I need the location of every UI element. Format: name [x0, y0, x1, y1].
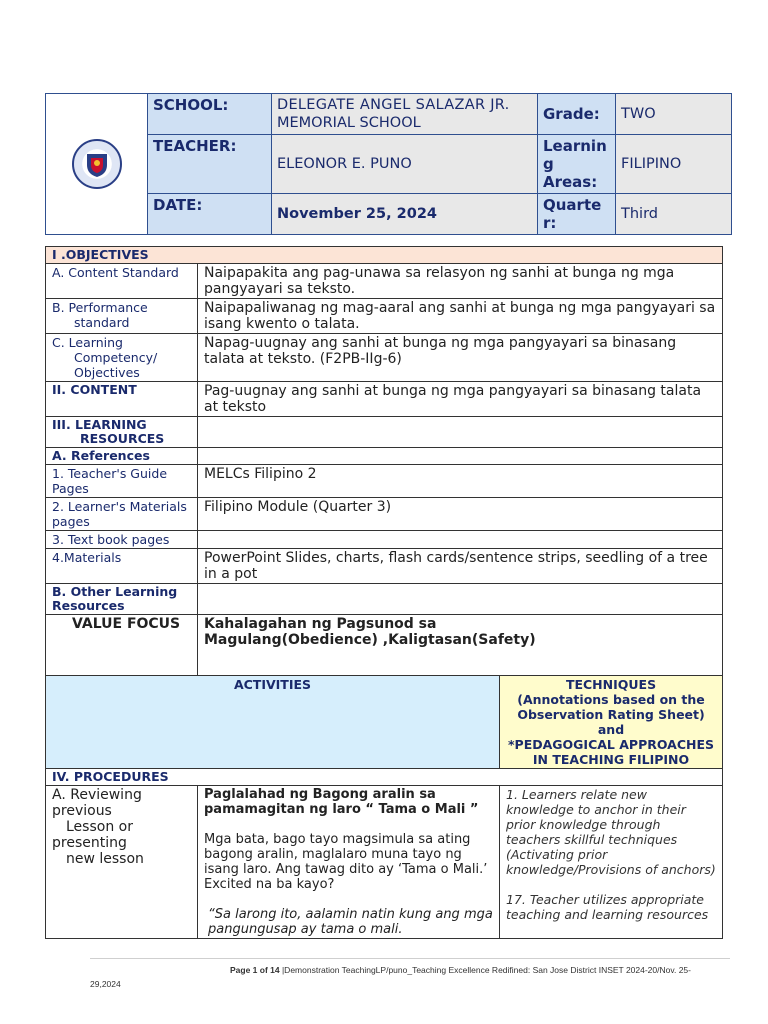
learning-areas-value: FILIPINO: [616, 135, 732, 194]
other-resources-label: B. Other Learning Resources: [46, 584, 198, 615]
techniques-header: [500, 676, 723, 769]
materials-value: PowerPoint Slides, charts, flash cards/sentence strips, seedling of a tree in a pot: [198, 549, 723, 584]
learners-materials-label: 2. Learner's Materials pages: [46, 498, 198, 531]
reviewing-lesson-label-line2: previous: [52, 803, 112, 819]
date-value: November 25, 2024: [272, 194, 538, 235]
page-footer: [90, 963, 730, 991]
deped-seal-logo: [72, 139, 122, 189]
quarter-label-line1: Quarte: [543, 196, 602, 214]
performance-standard-label: [46, 299, 198, 334]
activity-paragraph: Mga bata, bago tayo magsimula sa ating bagong aralin, maglalaro muna tayo ng isang laro. Ang tawag dito ay ‘Tama o Mali.’ Excited na ba kayo?: [204, 832, 488, 892]
school-value-line1: DELEGATE ANGEL SALAZAR JR.: [277, 97, 510, 113]
technique-item-1: 1. Learners relate new knowledge to anchor in their prior knowledge through teachers skillful techniques (Activating prior knowledge/Provisions of anchors): [506, 787, 716, 877]
learning-competency-label-line2: Competency/: [74, 350, 158, 365]
objectives-heading: I .OBJECTIVES: [46, 247, 723, 264]
references-empty: [198, 448, 723, 465]
activity-title-line1: Paglalahad ng Bagong aralin sa: [204, 787, 436, 802]
learning-areas-label-line2: g: [543, 155, 554, 173]
procedures-heading: IV. PROCEDURES: [46, 769, 723, 786]
learning-resources-empty: [198, 417, 723, 448]
textbook-pages-label: 3. Text book pages: [46, 531, 198, 549]
learning-resources-label-line2: RESOURCES: [80, 431, 165, 446]
reviewing-lesson-label: [46, 786, 198, 939]
techniques-header-line5: *PEDAGOGICAL APPROACHES: [508, 737, 715, 752]
quarter-label-line2: r:: [543, 214, 557, 232]
reviewing-lesson-label-line5: new lesson: [66, 851, 144, 867]
deped-logo-cell: [46, 94, 148, 235]
textbook-pages-value: [198, 531, 723, 549]
performance-standard-text: Naipapaliwanag ng mag-aaral ang sanhi at bunga ng mga pangyayari sa isang kwento o talata.: [198, 299, 723, 334]
techniques-header-line3: Observation Rating Sheet): [517, 707, 705, 722]
techniques-header-line4: and: [597, 722, 625, 737]
footer-divider: [90, 958, 730, 959]
reviewing-lesson-label-line4: presenting: [52, 835, 127, 851]
technique-item-17: 17. Teacher utilizes appropriate teaching and learning resources: [506, 892, 709, 922]
activity-title-line2: pamamagitan ng laro “ Tama o Mali ”: [204, 802, 479, 817]
content-standard-label: A. Content Standard: [46, 264, 198, 299]
quarter-label: [538, 194, 616, 235]
teacher-label: TEACHER:: [148, 135, 272, 194]
teachers-guide-value: MELCs Filipino 2: [198, 465, 723, 498]
value-focus-text-line1: Kahalagahan ng Pagsunod sa: [204, 616, 437, 632]
content-text: Pag-uugnay ang sanhi at bunga ng mga pangyayari sa binasang talata at teksto: [198, 382, 723, 417]
materials-label: 4.Materials: [46, 549, 198, 584]
value-focus-text-line2: Magulang(Obedience) ,Kaligtasan(Safety): [204, 632, 536, 648]
reviewing-activity-cell: [198, 786, 500, 939]
performance-standard-label-line2: standard: [74, 315, 130, 330]
learning-areas-label-line3: Areas:: [543, 173, 598, 191]
content-label: II. CONTENT: [46, 382, 198, 417]
techniques-header-line1: TECHNIQUES: [565, 677, 657, 692]
content-standard-text: Naipapakita ang pag-unawa sa relasyon ng sanhi at bunga ng mga pangyayari sa teksto.: [198, 264, 723, 299]
footer-text-line2: 29,2024: [90, 979, 121, 989]
references-label: A. References: [46, 448, 198, 465]
page-number: Page 1 of 14: [230, 965, 280, 975]
learning-competency-label-line1: C. Learning: [52, 335, 123, 350]
performance-standard-label-line1: B. Performance: [52, 300, 148, 315]
activities-header: ACTIVITIES: [46, 676, 500, 769]
learning-competency-label: [46, 334, 198, 382]
teacher-value: ELEONOR E. PUNO: [272, 135, 538, 194]
value-focus-label: VALUE FOCUS: [46, 615, 198, 676]
school-value: [272, 94, 538, 135]
learning-areas-label-line1: Learnin: [543, 137, 607, 155]
grade-value: TWO: [616, 94, 732, 135]
techniques-header-line6: IN TEACHING FILIPINO: [532, 752, 690, 767]
value-focus-text: [198, 615, 723, 676]
learning-competency-label-line3: Objectives: [74, 365, 140, 380]
footer-text: |Demonstration TeachingLP/puno_Teaching Excellence Redifined: San Jose District INSET 2024-20/Nov. 25-: [279, 965, 691, 975]
grade-label: Grade:: [538, 94, 616, 135]
date-label: DATE:: [148, 194, 272, 235]
learning-competency-text: Napag-uugnay ang sanhi at bunga ng mga pangyayari sa binasang talata at teksto. (F2PB-IIg-6): [198, 334, 723, 382]
techniques-header-line2: (Annotations based on the: [517, 692, 705, 707]
lesson-header-table: [45, 93, 732, 235]
school-value-line2: MEMORIAL SCHOOL: [277, 115, 421, 131]
teachers-guide-label: 1. Teacher's Guide Pages: [46, 465, 198, 498]
learning-resources-label: [46, 417, 198, 448]
other-resources-value: [198, 584, 723, 615]
school-label: SCHOOL:: [148, 94, 272, 135]
lesson-plan-table: [45, 246, 723, 939]
reviewing-lesson-label-line3: Lesson or: [66, 819, 133, 835]
learning-resources-label-line1: III. LEARNING: [52, 417, 147, 432]
reviewing-techniques-cell: [500, 786, 723, 939]
quarter-value: Third: [616, 194, 732, 235]
learners-materials-value: Filipino Module (Quarter 3): [198, 498, 723, 531]
reviewing-lesson-label-line1: A. Reviewing: [52, 787, 142, 803]
activity-quote: “Sa larong ito, aalamin natin kung ang mga pangungusap ay tama o mali.: [208, 907, 493, 937]
learning-areas-label: [538, 135, 616, 194]
